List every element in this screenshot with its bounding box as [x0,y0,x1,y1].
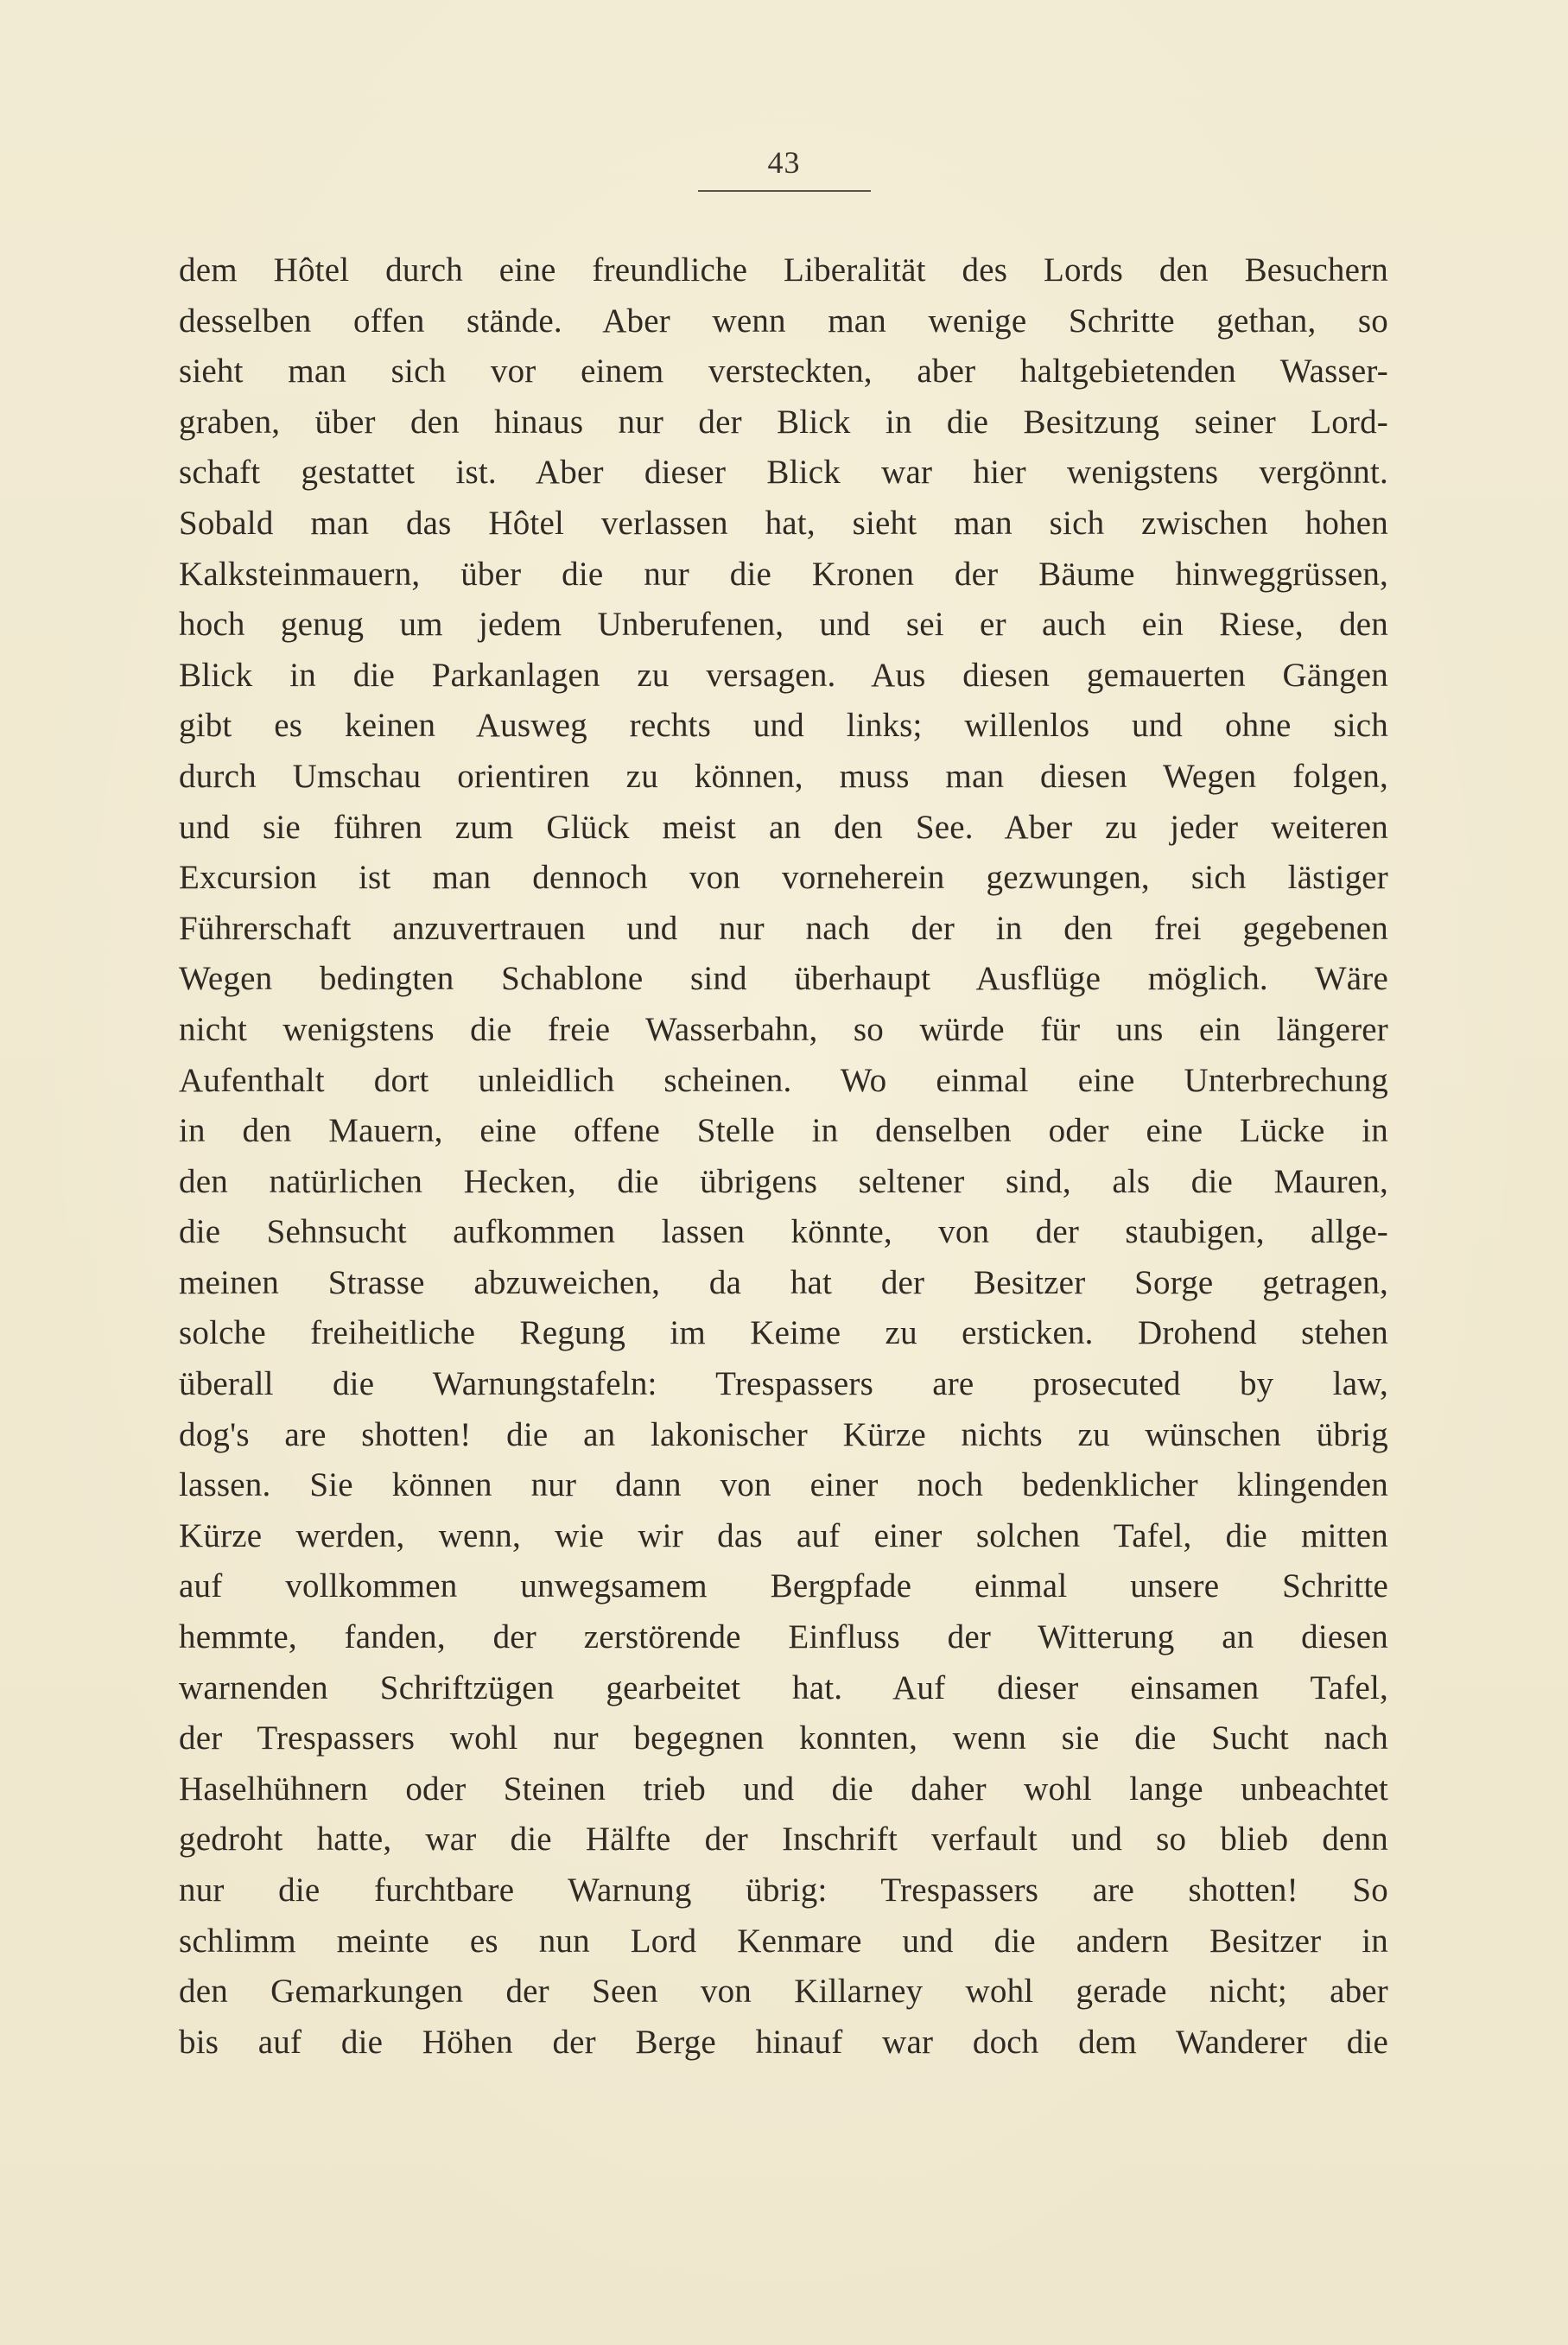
text-line: überall die Warnungstafeln: Trespassers are prosecuted by law, [179,1365,1388,1403]
header-rule [698,190,871,192]
text-line: Kürze werden, wenn, wie wir das auf einer solchen Tafel, die mitten [179,1516,1388,1554]
text-line: lassen. Sie können nur dann von einer noch bedenklicher klingenden [179,1466,1388,1504]
text-line: Blick in die Parkanlagen zu versagen. Aus diesen gemauerten Gängen [179,656,1388,694]
text-line: den natürlichen Hecken, die übrigens seltener sind, als die Mauren, [179,1162,1388,1200]
text-line: nicht wenigstens die freie Wasserbahn, so würde für uns ein längerer [179,1010,1388,1048]
text-line: meinen Strasse abzuweichen, da hat der Besitzer Sorge getragen, [179,1263,1388,1301]
page-number: 43 [767,145,801,180]
text-line: schlimm meinte es nun Lord Kenmare und die andern Besitzer in [179,1922,1388,1960]
text-line: Aufenthalt dort unleidlich scheinen. Wo einmal eine Unterbrechung [179,1061,1388,1099]
text-line: graben, über den hinaus nur der Blick in die Besitzung seiner Lord- [179,403,1388,441]
text-line: gedroht hatte, war die Hälfte der Inschrift verfault und so blieb denn [179,1821,1388,1859]
text-line: bis auf die Höhen der Berge hinauf war doch dem Wanderer die [179,2023,1388,2061]
text-line: gibt es keinen Ausweg rechts und links; willenlos und ohne sich [179,707,1388,745]
text-line: hoch genug um jedem Unberufenen, und sei er auch ein Riese, den [179,606,1388,644]
text-line: Kalksteinmauern, über die nur die Kronen der Bäume hinweggrüssen, [179,555,1388,593]
text-line: sieht man sich vor einem versteckten, aber haltgebietenden Wasser- [179,353,1388,391]
text-line: Führerschaft anzuvertrauen und nur nach der in den frei gegebenen [179,909,1388,947]
text-line: den Gemarkungen der Seen von Killarney wohl gerade nicht; aber [179,1973,1388,2011]
text-line: dem Hôtel durch eine freundliche Liberalität des Lords den Besuchern [179,251,1388,289]
text-line: Sobald man das Hôtel verlassen hat, sieht man sich zwischen hohen [179,504,1388,542]
text-line: nur die furchtbare Warnung übrig: Trespassers are shotten! So [179,1872,1388,1909]
body-text [179,245,1388,2068]
text-line: in den Mauern, eine offene Stelle in denselben oder eine Lücke in [179,1112,1388,1150]
text-line: dog's are shotten! die an lakonischer Kürze nichts zu wünschen übrig [179,1415,1388,1453]
text-line: auf vollkommen unwegsamem Bergpfade einmal unsere Schritte [179,1567,1388,1605]
text-line: desselben offen stände. Aber wenn man wenige Schritte gethan, so [179,302,1388,340]
text-line: und sie führen zum Glück meist an den See. Aber zu jeder weiteren [179,808,1388,846]
text-line: Wegen bedingten Schablone sind überhaupt Ausflüge möglich. Wäre [179,960,1388,998]
text-line: Excursion ist man dennoch von vorneherein gezwungen, sich lästiger [179,859,1388,897]
text-line: Haselhühnern oder Steinen trieb und die daher wohl lange unbeachtet [179,1770,1388,1808]
text-line: warnenden Schriftzügen gearbeitet hat. Auf dieser einsamen Tafel, [179,1668,1388,1706]
text-line: der Trespassers wohl nur begegnen konnten, wenn sie die Sucht nach [179,1719,1388,1757]
text-line: hemmte, fanden, der zerstörende Einfluss der Witterung an diesen [179,1618,1388,1656]
text-line: solche freiheitliche Regung im Keime zu ersticken. Drohend stehen [179,1314,1388,1352]
text-line: die Sehnsucht aufkommen lassen könnte, von der staubigen, allge- [179,1213,1388,1251]
text-line: durch Umschau orientiren zu können, muss man diesen Wegen folgen, [179,757,1388,795]
text-line: schaft gestattet ist. Aber dieser Blick war hier wenigstens vergönnt. [179,454,1388,492]
